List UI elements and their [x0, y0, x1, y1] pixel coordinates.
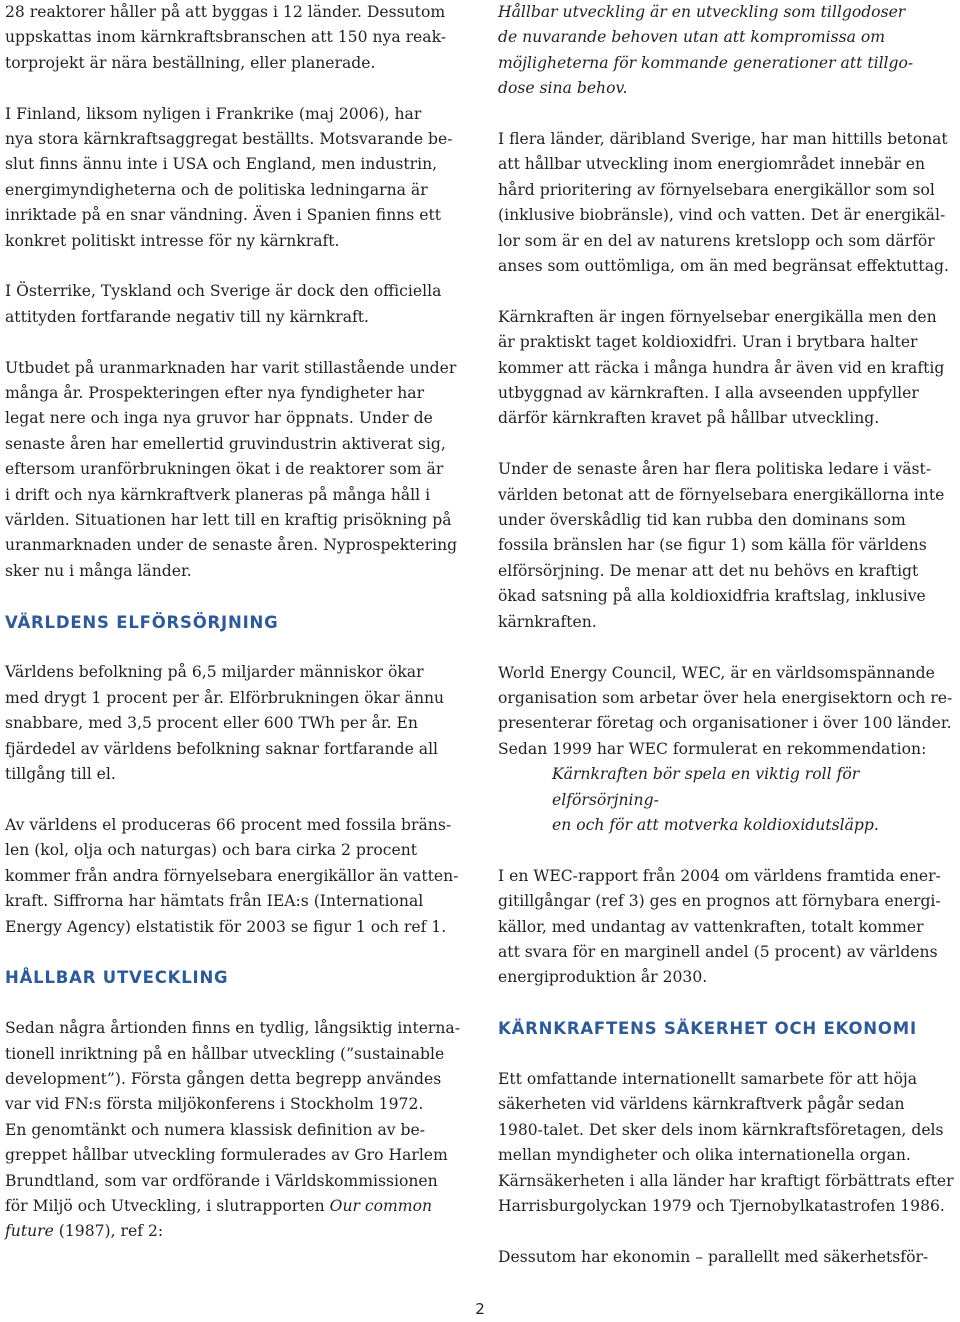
paragraph-wec-report: I en WEC-rapport från 2004 om världens framtida ener- gitillgångar (ref 3) ges en prognos att förnybara energi- källor, med undantag av vattenkraften, totalt kommer att svara för en marginell andel (5 procent) av världens energiproduktion år 2030.: [498, 866, 941, 987]
wec-text: World Energy Council, WEC, är en världsomspännande organisation som arbetar över hela energisektorn och re- presenterar företag och organisationer i över 100 länder. Sedan 1999 har WEC formulerat en rekommendation:: [498, 663, 953, 758]
brundtland-text: Sedan några årtionden finns en tydlig, långsiktig interna- tionell inriktning på en hållbar utveckling (”sustainable development”). Första gången detta begrepp användes var vid FN:s första miljökonferens i Stockholm 1972. En genomtänkt och numera klassisk definition av be- greppet hållbar utveckling formulerades av Gro Harlem Brundtland, som var ordförande i Världskommissionen för Miljö och Utveckling, i slutrapporten: [5, 1019, 460, 1215]
paragraph-safety-cooperation: Ett omfattande internationellt samarbete för att höja säkerheten vid världens kärnkraftverk pågår sedan 1980-talet. Det sker dels inom kärnkraftsföretagen, dels mellan myndigheter och olika internationella organ. Kärnsäkerheten i alla länder har kraftigt förbättrats efter Harrisburgolyckan 1979 och Tjernobylkatastrofen 1986.: [498, 1069, 954, 1215]
paragraph-uranium-market: Utbudet på uranmarknaden har varit stillastående under många år. Prospekteringen efter nya fyndigheter har legat nere och inga nya gruvor har öppnats. Under de senaste åren har emellertid gruvindustrin aktiverat sig, eftersom uranförbrukningen ökat i de reaktorer som är i drift och nya kärnkraftverk planeras på många håll i världen. Situationen har lett till en kraftig prisökning på uranmarknaden under de senaste åren. Nyprospektering sker nu i många länder.: [5, 358, 458, 580]
paragraph-brundtland: [5, 1016, 465, 1245]
report-title: Our common future: [5, 1196, 433, 1241]
heading-sustainable-development: HÅLLBAR UTVECKLING: [5, 968, 229, 988]
paragraph-finland: I Finland, liksom nyligen i Frankrike (maj 2006), har nya stora kärnkraftsaggregat beställts. Motsvarande be- slut finns ännu inte i USA och England, men industrin, energimyndigheterna och de politiska ledningarna är inriktade på en snar vändning. Även i Spanien finns ett konkret politiskt intresse för ny kärnkraft.: [5, 104, 453, 250]
wec-recommendation-quote: Kärnkraften bör spela en viktig roll för elförsörjning- en och för att motverka koldioxidutsläpp.: [552, 765, 879, 834]
paragraph-reactors: 28 reaktorer håller på att byggas i 12 länder. Dessutom uppskattas inom kärnkraftsbranschen att 150 nya reak- torprojekt är nära beställning, eller planerade.: [5, 3, 447, 72]
paragraph-political-leaders: Under de senaste åren har flera politiska ledare i väst- världen betonat att de förnyelsebara energikällorna inte under överskådlig tid kan rubba den dominans som fossila bränslen har (se figur 1) som källa för världens elförsörjning. De menar att det nu behövs en kraftigt ökad satsning på alla koldioxidfria kraftslag, inklusive kärnkraften.: [498, 460, 945, 631]
heading-safety-economy: KÄRNKRAFTENS SÄKERHET OCH EKONOMI: [498, 1019, 917, 1039]
brundtland-ref: (1987), ref 2:: [53, 1222, 164, 1241]
paragraph-economy: Dessutom har ekonomin – parallellt med säkerhetsför-: [498, 1247, 929, 1266]
paragraph-renewables: I flera länder, däribland Sverige, har man hittills betonat att hållbar utveckling inom energiområdet innebär en hård prioritering av förnyelsebara energikällor som sol (inklusive biobränsle), vind och vatten. Det är energikäl- lor som är en del av naturens kretslopp och som därför anses som outtömliga, om än med begränsat effektuttag.: [498, 130, 949, 276]
paragraph-nuclear-co2: Kärnkraften är ingen förnyelsebar energikälla men den är praktiskt taget koldioxidfri. Uran i brytbara halter kommer att räcka i många hundra år även vid en kraftig utbyggnad av kärnkraften. I alla avseenden uppfyller därför kärnkraften kravet på hållbar utveckling.: [498, 307, 945, 428]
paragraph-fossil-share: Av världens el produceras 66 procent med fossila bräns- len (kol, olja och naturgas) och bara cirka 2 procent kommer från andra förnyelsebara energikällor än vatten- kraft. Siffrorna har hämtats från IEA:s (International Energy Agency) elstatistik för 2003 se figur 1 och ref 1.: [5, 815, 459, 936]
paragraph-population: Världens befolkning på 6,5 miljarder människor ökar med drygt 1 procent per år. Elförbrukningen ökar ännu snabbare, med 3,5 procent eller 600 TWh per år. En fjärdedel av världens befolkning saknar fortfarande all tillgång till el.: [5, 663, 445, 784]
heading-world-electricity: VÄRLDENS ELFÖRSÖRJNING: [5, 612, 279, 632]
definition-quote: Hållbar utveckling är en utveckling som tillgodoser de nuvarande behoven utan att kompromissa om möjligheterna för kommande generationer att tillgo- dose sina behov.: [498, 3, 914, 98]
right-column: [498, 0, 958, 1296]
paragraph-austria: I Österrike, Tyskland och Sverige är dock den officiella attityden fortfarande negativ till ny kärnkraft.: [5, 282, 442, 326]
left-column: [5, 0, 465, 1270]
paragraph-wec: [498, 661, 958, 839]
page-number: 2: [475, 1300, 485, 1318]
